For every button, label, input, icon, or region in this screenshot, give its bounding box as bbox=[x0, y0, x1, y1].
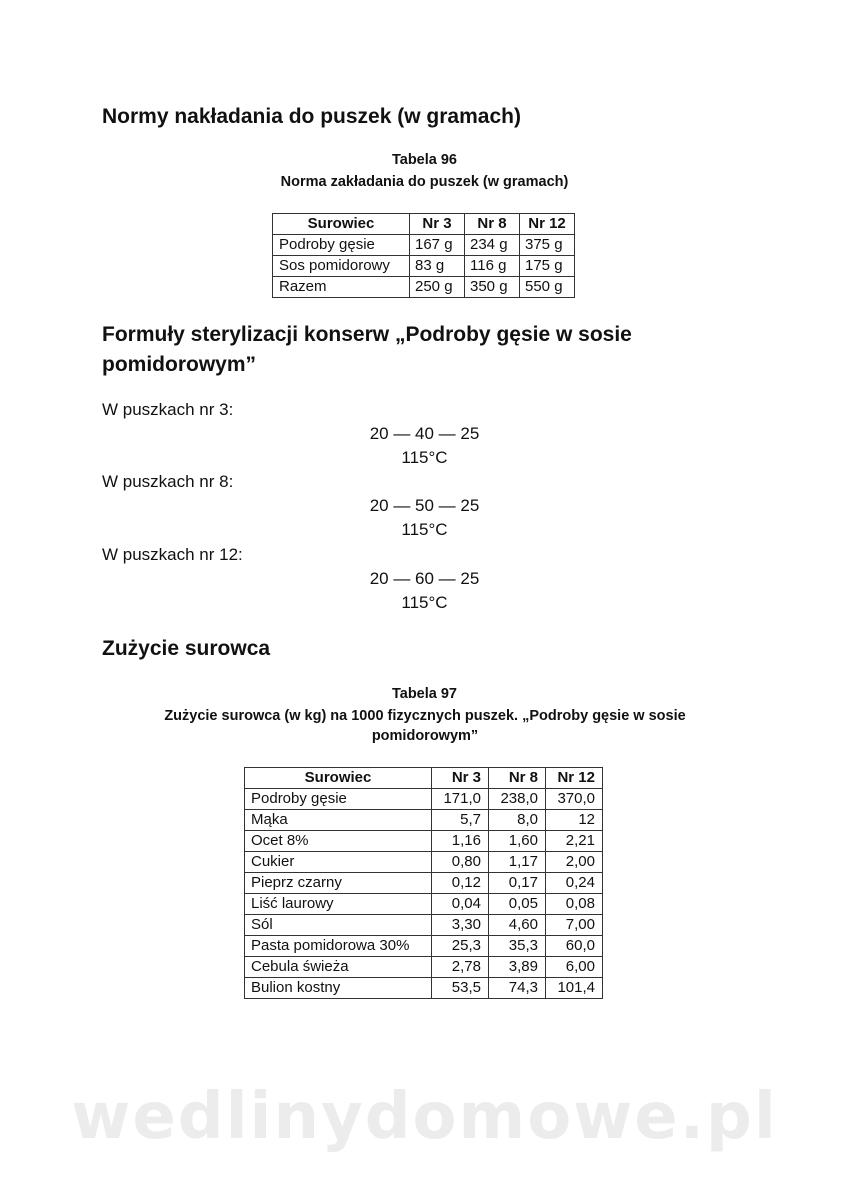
column-header: Surowiec bbox=[245, 768, 432, 789]
table-cell: 375 g bbox=[520, 235, 575, 256]
table-cell: Bulion kostny bbox=[245, 978, 432, 999]
table-row bbox=[245, 957, 603, 978]
table-cell: 5,7 bbox=[432, 810, 489, 831]
table-row bbox=[245, 810, 603, 831]
formula-label: W puszkach nr 12: bbox=[102, 545, 243, 564]
table-cell: 101,4 bbox=[546, 978, 603, 999]
table-cell: Pieprz czarny bbox=[245, 873, 432, 894]
table-cell: 7,00 bbox=[546, 915, 603, 936]
table-cell: 350 g bbox=[465, 277, 520, 298]
table-cell: 3,30 bbox=[432, 915, 489, 936]
table-row bbox=[245, 894, 603, 915]
table-cell: 53,5 bbox=[432, 978, 489, 999]
table-header-row bbox=[273, 214, 575, 235]
table-cell: 4,60 bbox=[489, 915, 546, 936]
table-cell: 8,0 bbox=[489, 810, 546, 831]
table-cell: 83 g bbox=[410, 256, 465, 277]
table-cell: 0,08 bbox=[546, 894, 603, 915]
table-96-number: Tabela 96 bbox=[391, 152, 458, 168]
table-cell: 167 g bbox=[410, 235, 465, 256]
table-97 bbox=[244, 767, 603, 999]
table-row bbox=[245, 831, 603, 852]
table-cell: Cebula świeża bbox=[245, 957, 432, 978]
table-cell: 0,12 bbox=[432, 873, 489, 894]
sterilization-formula: 20 — 50 — 25 bbox=[369, 496, 480, 515]
table-cell: Liść laurowy bbox=[245, 894, 432, 915]
table-cell: 175 g bbox=[520, 256, 575, 277]
table-cell: 12 bbox=[546, 810, 603, 831]
sterilization-formula: 20 — 40 — 25 bbox=[369, 424, 480, 443]
section-heading-consumption: Zużycie surowca bbox=[102, 637, 271, 660]
table-cell: 2,00 bbox=[546, 852, 603, 873]
table-cell: Podroby gęsie bbox=[245, 789, 432, 810]
table-cell: Mąka bbox=[245, 810, 432, 831]
sterilization-temperature: 115°C bbox=[401, 593, 448, 612]
table-cell: 0,17 bbox=[489, 873, 546, 894]
formula-label: W puszkach nr 3: bbox=[102, 400, 234, 419]
watermark: wedlinydomowe.pl bbox=[71, 1080, 778, 1154]
table-cell: 1,17 bbox=[489, 852, 546, 873]
table-cell: 1,16 bbox=[432, 831, 489, 852]
formula-label: W puszkach nr 8: bbox=[102, 472, 234, 491]
table-cell: 25,3 bbox=[432, 936, 489, 957]
table-cell: 3,89 bbox=[489, 957, 546, 978]
table-97-title-line1: Zużycie surowca (w kg) na 1000 fizycznych puszek. „Podroby gęsie w sosie bbox=[164, 708, 686, 724]
table-cell: Sos pomidorowy bbox=[273, 256, 410, 277]
table-cell: Razem bbox=[273, 277, 410, 298]
column-header: Nr 12 bbox=[546, 768, 603, 789]
column-header: Surowiec bbox=[273, 214, 410, 235]
table-cell: 116 g bbox=[465, 256, 520, 277]
column-header: Nr 3 bbox=[432, 768, 489, 789]
table-row bbox=[245, 936, 603, 957]
table-97-title-line2: pomidorowym” bbox=[371, 728, 479, 744]
table-cell: Cukier bbox=[245, 852, 432, 873]
table-cell: 0,05 bbox=[489, 894, 546, 915]
table-row bbox=[273, 277, 575, 298]
table-header-row bbox=[245, 768, 603, 789]
table-row bbox=[245, 852, 603, 873]
table-96 bbox=[272, 213, 575, 298]
table-cell: 0,04 bbox=[432, 894, 489, 915]
table-cell: 35,3 bbox=[489, 936, 546, 957]
table-cell: Podroby gęsie bbox=[273, 235, 410, 256]
sterilization-temperature: 115°C bbox=[401, 520, 448, 539]
table-cell: 2,78 bbox=[432, 957, 489, 978]
table-96-title: Norma zakładania do puszek (w gramach) bbox=[280, 174, 569, 190]
table-cell: 550 g bbox=[520, 277, 575, 298]
column-header: Nr 8 bbox=[465, 214, 520, 235]
table-cell: 60,0 bbox=[546, 936, 603, 957]
table-97-number: Tabela 97 bbox=[391, 686, 458, 702]
table-cell: 234 g bbox=[465, 235, 520, 256]
table-row bbox=[245, 873, 603, 894]
table-cell: 1,60 bbox=[489, 831, 546, 852]
table-row bbox=[273, 256, 575, 277]
table-cell: 0,24 bbox=[546, 873, 603, 894]
column-header: Nr 8 bbox=[489, 768, 546, 789]
column-header: Nr 12 bbox=[520, 214, 575, 235]
sterilization-formula: 20 — 60 — 25 bbox=[369, 569, 480, 588]
column-header: Nr 3 bbox=[410, 214, 465, 235]
table-cell: 2,21 bbox=[546, 831, 603, 852]
table-cell: Pasta pomidorowa 30% bbox=[245, 936, 432, 957]
table-97-body bbox=[245, 789, 603, 999]
table-cell: 74,3 bbox=[489, 978, 546, 999]
table-row bbox=[273, 235, 575, 256]
section-heading-norms: Normy nakładania do puszek (w gramach) bbox=[102, 105, 521, 128]
sterilization-temperature: 115°C bbox=[401, 448, 448, 467]
table-cell: 370,0 bbox=[546, 789, 603, 810]
table-row bbox=[245, 789, 603, 810]
table-cell: 6,00 bbox=[546, 957, 603, 978]
table-row bbox=[245, 978, 603, 999]
table-cell: 250 g bbox=[410, 277, 465, 298]
table-cell: Sól bbox=[245, 915, 432, 936]
section-heading-sterilization-line1: Formuły sterylizacji konserw „Podroby gęsie w sosie bbox=[102, 323, 632, 346]
table-row bbox=[245, 915, 603, 936]
section-heading-sterilization-line2: pomidorowym” bbox=[102, 353, 257, 376]
table-cell: 0,80 bbox=[432, 852, 489, 873]
table-cell: 238,0 bbox=[489, 789, 546, 810]
table-cell: 171,0 bbox=[432, 789, 489, 810]
table-cell: Ocet 8% bbox=[245, 831, 432, 852]
